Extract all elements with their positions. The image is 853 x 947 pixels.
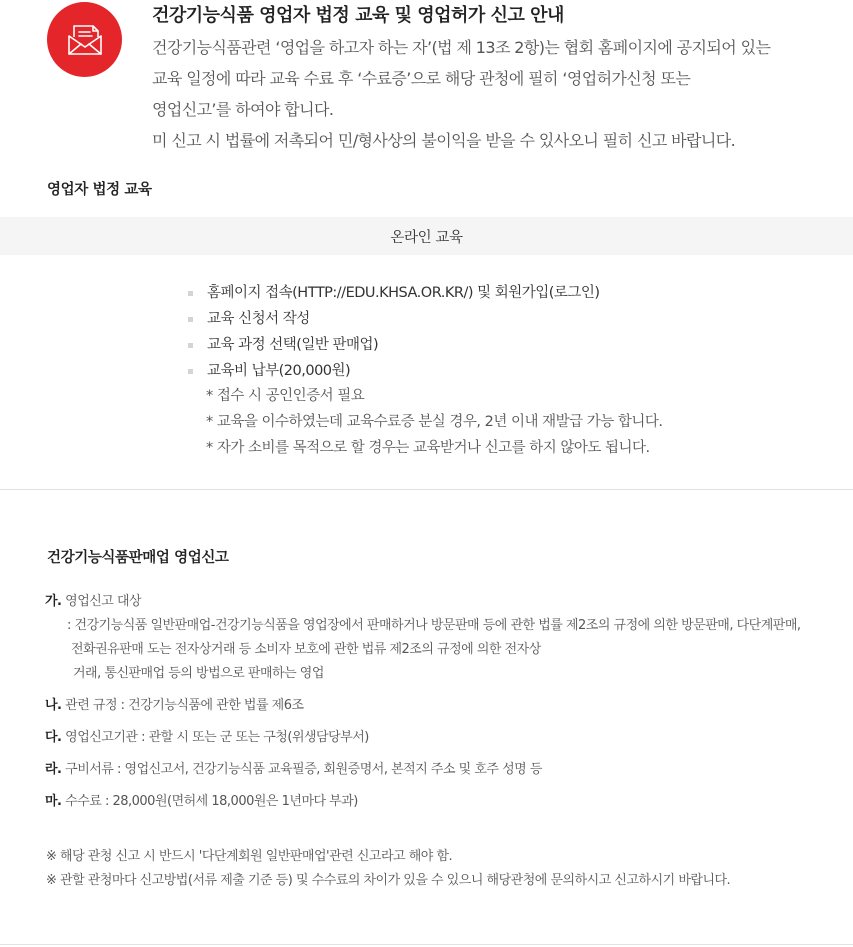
item-text: 수수료 : 28,000원(면허세 18,000원은 1년마다 부과) [61,794,358,809]
note-line: * 자가 소비를 목적으로 할 경우는 교육받거나 신고를 하지 않아도 됩니다. [206,440,650,456]
report-item-a-detail: 거래, 통신판매업 등의 방법으로 판매하는 영업 [73,666,324,681]
mail-icon [47,2,122,77]
item-text: 영업신고 대상 [61,594,142,609]
report-item-a-detail: 전화권유판매 도는 전자상거래 등 소비자 보호에 관한 법류 제2조의 규정에 의한 전자상 [71,642,541,657]
item-text: 관련 규정 : 건강기능식품에 관한 법률 제6조 [61,698,304,713]
report-item-c [45,726,801,750]
item-marker: 마. [45,794,62,809]
item-text: 구비서류 : 영업신고서, 건강기능식품 교육필증, 회원증명서, 본적지 주소 및 호주 성명 등 [61,762,542,777]
report-item-b [45,694,801,718]
item-text: 영업신고기관 : 관할 시 또는 군 또는 구청(위생담당부서) [61,730,369,745]
report-item-d [45,758,801,782]
list-item: 교육 신청서 작성 [186,306,600,332]
report-items [45,590,801,814]
notice-line: 건강기능식품관련 ‘영업을 하고자 하는 자’(법 제 13조 2항)는 협회 홈페이지에 공지되어 있는 [152,38,771,57]
report-item-e [45,790,801,814]
page-title: 건강기능식품 영업자 법정 교육 및 영업허가 신고 안내 [152,5,564,26]
item-marker: 가. [45,594,62,609]
note-line: * 교육을 이수하였는데 교육수료증 분실 경우, 2년 이내 재발급 가능 합니다. [206,414,663,430]
report-item-a-detail: : 건강기능식품 일반판매업-건강기능식품을 영업장에서 판매하거나 방문판매 등에 관한 법률 제2조의 규정에 의한 방문판매, 다단계판매, [67,618,801,633]
item-marker: 나. [45,698,62,713]
online-education-bar: 온라인 교육 [0,217,853,255]
section-divider [0,944,853,945]
note-line: * 접수 시 공인인증서 필요 [206,388,365,404]
list-item: 홈페이지 접속(HTTP://EDU.KHSA.OR.KR/) 및 회원가입(로그인) [186,280,600,306]
notice-body [152,32,832,156]
section-divider [0,489,853,490]
education-heading: 영업자 법정 교육 [47,182,152,198]
education-notes [206,383,663,461]
list-item: 교육 과정 선택(일반 판매업) [186,332,600,358]
education-steps [186,280,600,384]
notice-line: 교육 일정에 따라 교육 수료 후 ‘수료증’으로 해당 관청에 필히 ‘영업허가신청 또는 [152,69,691,88]
report-footnotes [46,845,730,893]
footnote: ※ 관할 관청마다 신고방법(서류 제출 기준 등) 및 수수료의 차이가 있을 수 있으니 해당관청에 문의하시고 신고하시기 바랍니다. [46,873,731,888]
notice-line: 미 신고 시 법률에 저촉되어 민/형사상의 불이익을 받을 수 있사오니 필히 신고 바랍니다. [152,131,736,150]
list-item: 교육비 납부(20,000원) [186,358,600,384]
notice-line: 영업신고’를 하여야 합니다. [152,100,334,119]
footnote: ※ 해당 관청 신고 시 반드시 '다단계회원 일반판매업'관련 신고라고 해야 함. [46,849,453,864]
item-marker: 다. [45,730,62,745]
item-marker: 라. [45,762,62,777]
report-item-a [45,590,801,614]
report-heading: 건강기능식품판매업 영업신고 [47,550,229,566]
